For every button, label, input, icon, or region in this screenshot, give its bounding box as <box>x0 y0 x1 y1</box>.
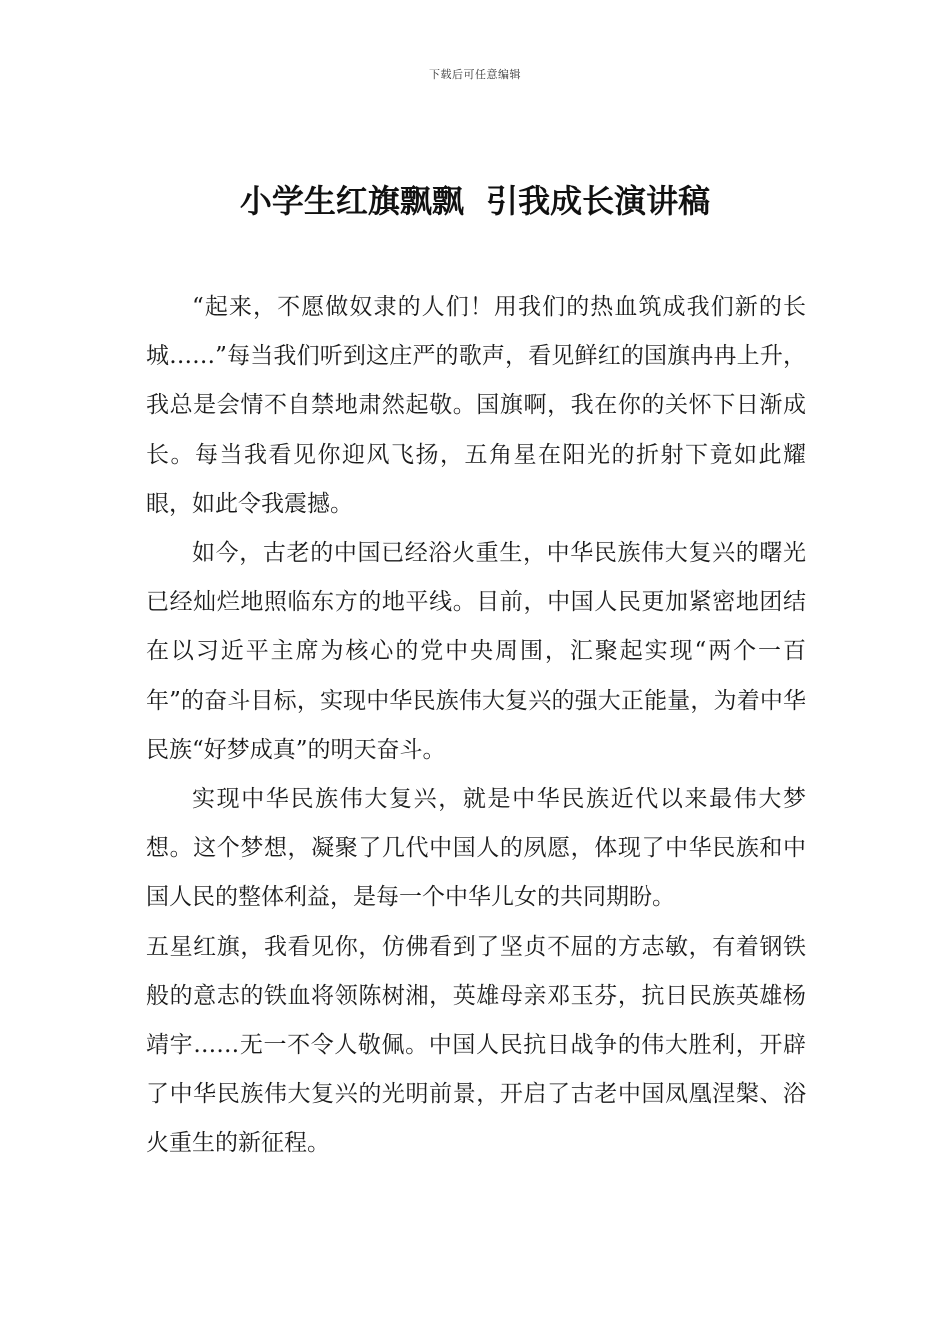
paragraph-4: 五星红旗，我看见你，仿佛看到了坚贞不屈的方志敏，有着钢铁般的意志的铁血将领陈树湘，英雄母亲邓玉芬，抗日民族英雄杨靖宇……无一不令人敬佩。中国人民抗日战争的伟大胜利，开辟了中华民族伟大复兴的光明前景，开启了古老中国凤凰涅槃、浴火重生的新征程。 <box>146 933 806 1157</box>
paragraph-1: “起来，不愿做奴隶的人们！用我们的热血筑成我们新的长城……”每当我们听到这庄严的歌声，看见鲜红的国旗冉冉上升，我总是会情不自禁地肃然起敬。国旗啊，我在你的关怀下日渐成长。每当我看见你迎风飞扬，五角星在阳光的折射下竟如此耀眼，如此令我震撼。 <box>146 294 806 517</box>
paragraph-2: 如今，古老的中国已经浴火重生，中华民族伟大复兴的曙光已经灿烂地照临东方的地平线。目前，中国人民更加紧密地团结在以习近平主席为核心的党中央周围，汇聚起实现“两个一百年”的奋斗目标，实现中华民族伟大复兴的强大正能量，为着中华民族“好梦成真”的明天奋斗。 <box>146 540 806 763</box>
page-header: 下载后可任意编辑 <box>429 68 521 81</box>
paragraph-3: 实现中华民族伟大复兴，就是中华民族近代以来最伟大梦想。这个梦想，凝聚了几代中国人的夙愿，体现了中华民族和中国人民的整体利益，是每一个中华儿女的共同期盼。 <box>146 786 806 911</box>
document-body <box>146 283 806 1169</box>
document-title: 小学生红旗飘飘 引我成长演讲稿 <box>239 182 711 220</box>
